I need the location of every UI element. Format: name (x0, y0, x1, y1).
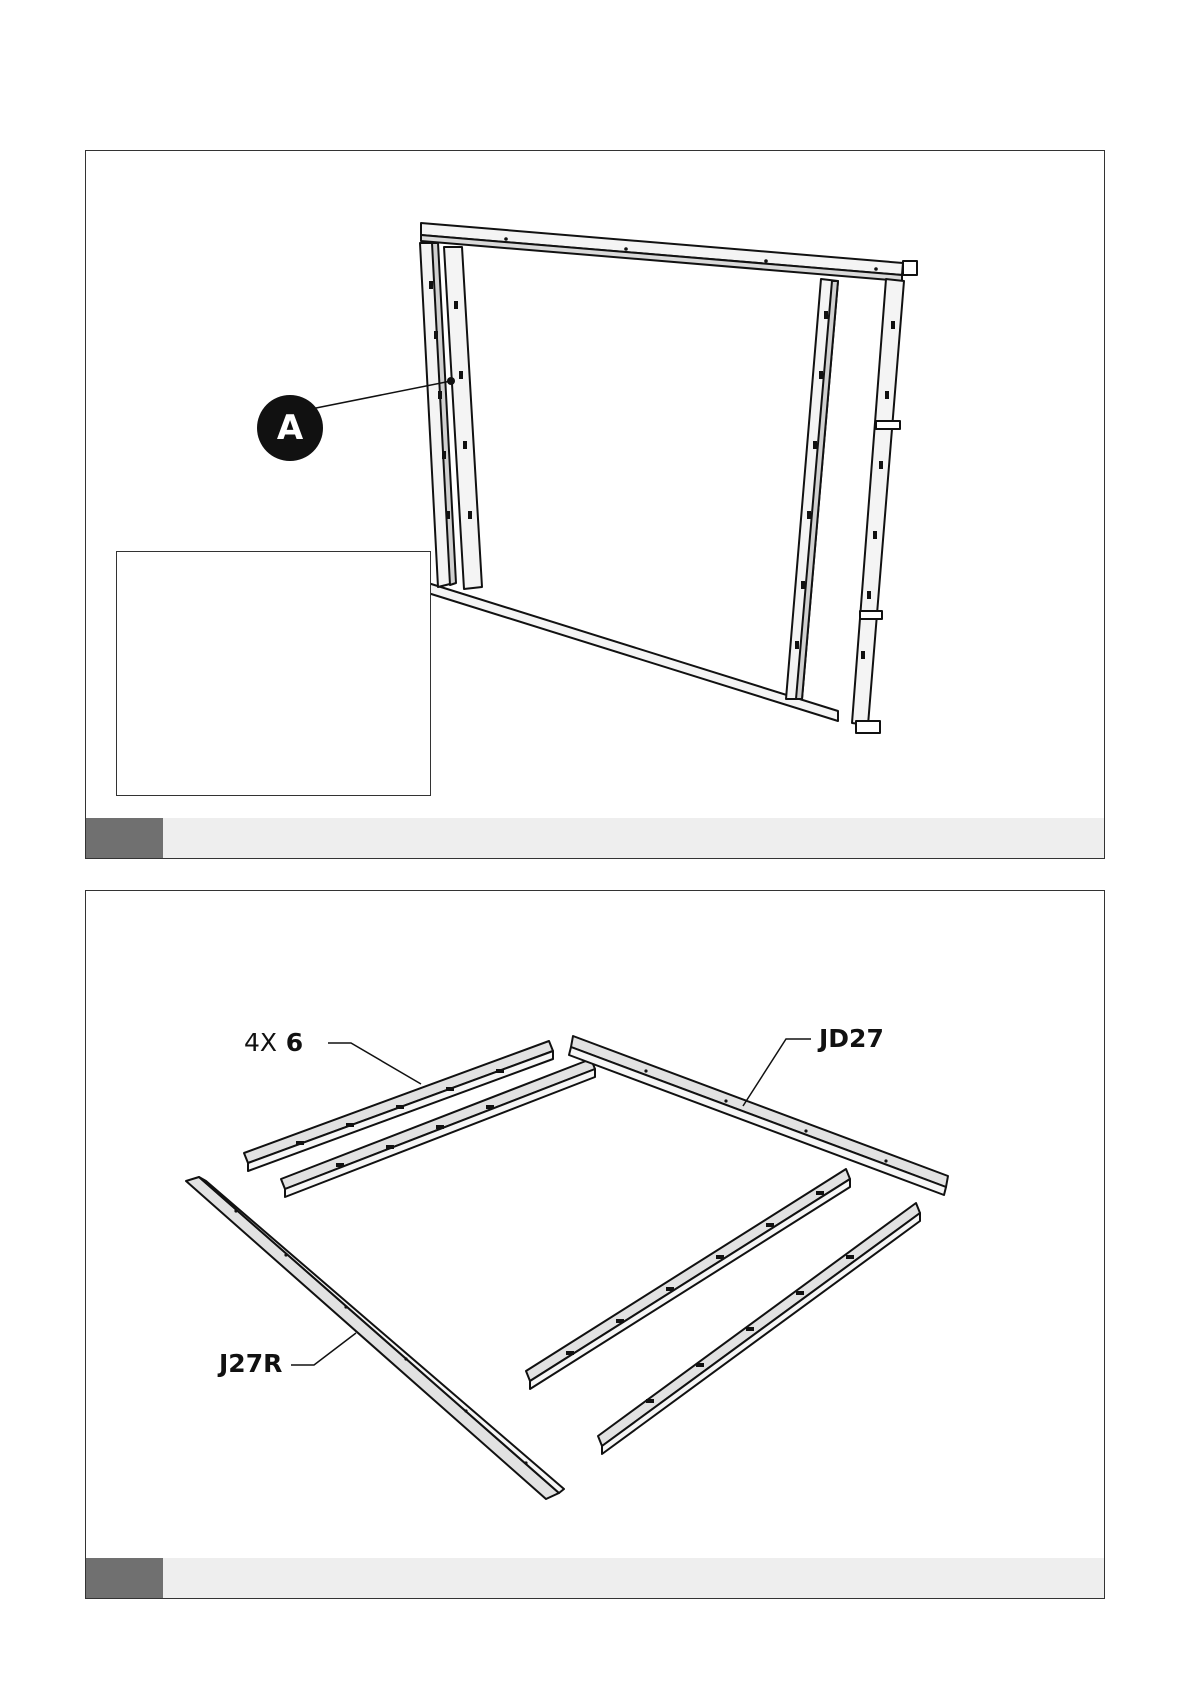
part-label-jd27: JD27 (819, 1024, 884, 1053)
bottom-beam (428, 583, 838, 721)
step-panel-1 (85, 150, 1105, 859)
step-number-box (86, 818, 163, 858)
part-number-6: 6 (285, 1028, 304, 1057)
quantity-label-6 (244, 1028, 303, 1057)
step-number-box (86, 1558, 163, 1598)
step-panel-2 (85, 890, 1105, 1599)
part-label-j27r: J27R (219, 1349, 283, 1378)
callout-a: A (257, 395, 323, 461)
step-footer-bar (86, 1558, 1104, 1598)
rail-jd27 (571, 1036, 948, 1187)
rail-6-c (526, 1169, 850, 1381)
quantity-prefix: 4X (244, 1028, 278, 1057)
step-footer-bar (86, 818, 1104, 858)
rails-layout-illustration (86, 891, 1106, 1600)
rail-j27r (186, 1177, 559, 1499)
inset-overview-frame (116, 551, 431, 796)
top-beam (421, 223, 903, 275)
right-outer-post (852, 279, 904, 725)
